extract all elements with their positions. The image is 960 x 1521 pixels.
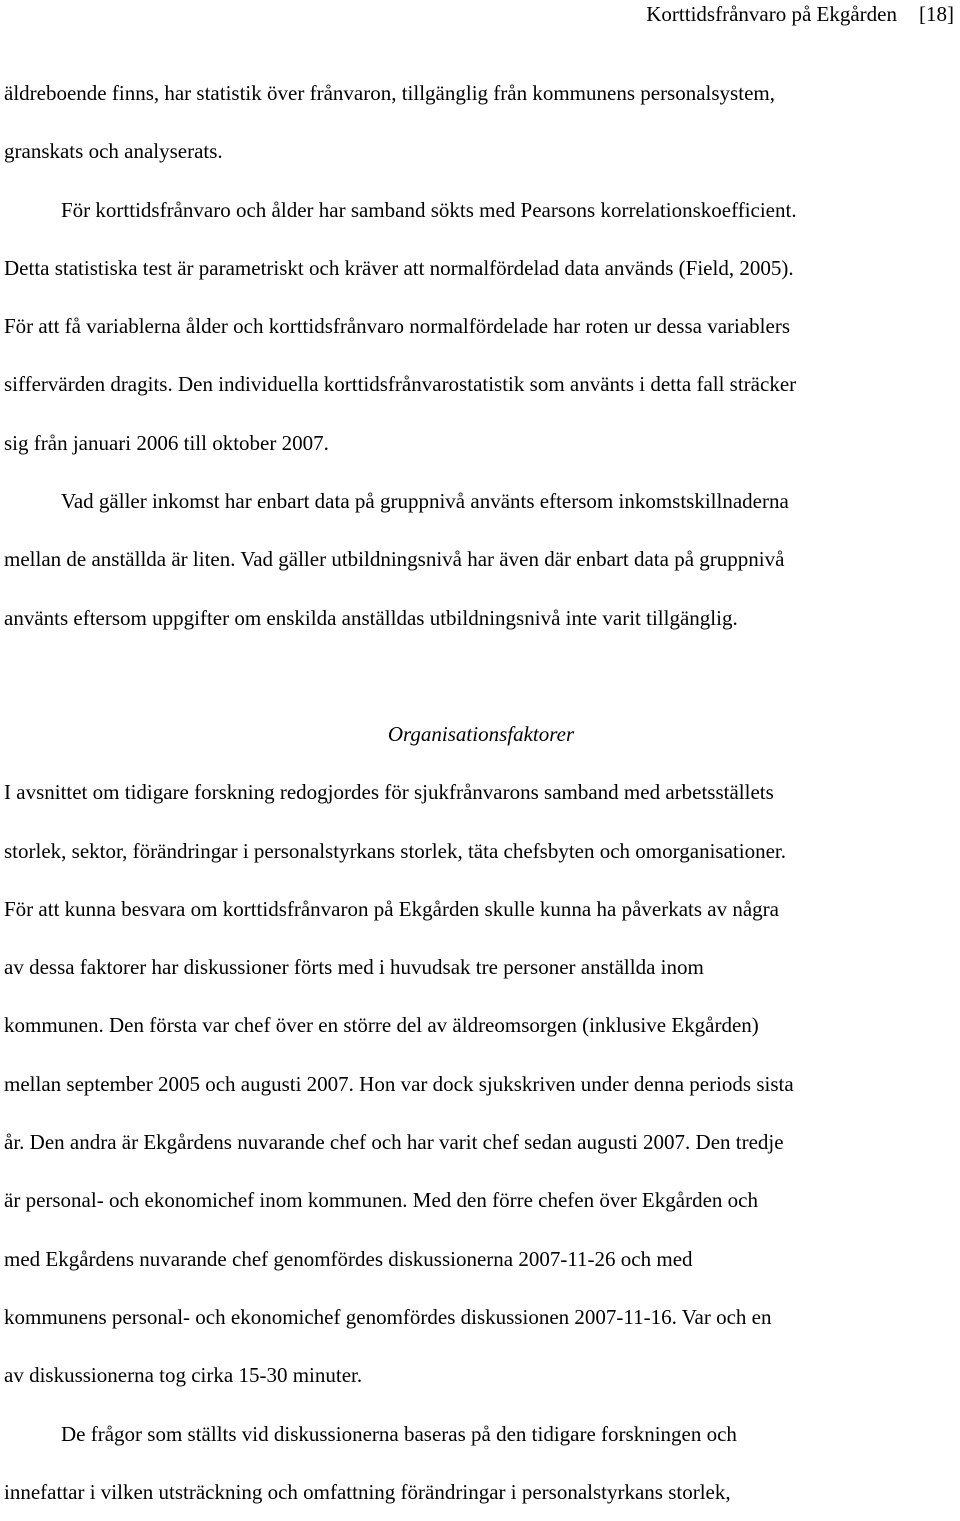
text-line: innefattar i vilken utsträckning och omfattning förändringar i personalstyrkans storlek, xyxy=(4,1479,731,1504)
text-line: mellan de anställda är liten. Vad gäller utbildningsnivå har även där enbart data på gruppnivå xyxy=(4,547,785,572)
text-line: mellan september 2005 och augusti 2007. Hon var dock sjukskriven under denna periods sista xyxy=(4,1071,794,1096)
text-line: kommunen. Den första var chef över en större del av äldreomsorgen (inklusive Ekgården) xyxy=(4,1013,759,1038)
running-header xyxy=(646,0,954,28)
text-line: granskats och analyserats. xyxy=(4,139,223,164)
text-line: av diskussionerna tog cirka 15-30 minuter. xyxy=(4,1363,363,1388)
document-body xyxy=(4,64,958,1521)
text-line: storlek, sektor, förändringar i personalstyrkans storlek, täta chefsbyten och omorganisationer. xyxy=(4,838,786,863)
text-line: av dessa faktorer har diskussioner förts med i huvudsak tre personer anställda inom xyxy=(4,955,704,980)
text-line: äldreboende finns, har statistik över frånvaron, tillgänglig från kommunens personalsystem, xyxy=(4,81,775,105)
text-line: använts eftersom uppgifter om enskilda anställdas utbildningsnivå inte varit tillgänglig. xyxy=(4,605,738,630)
text-line: De frågor som ställts vid diskussionerna baseras på den tidigare forskningen och xyxy=(61,1421,737,1446)
text-line: För att få variablerna ålder och korttidsfrånvaro normalfördelade har roten ur dessa variablers xyxy=(4,314,790,339)
text-line: För att kunna besvara om korttidsfrånvaron på Ekgården skulle kunna ha påverkats av några xyxy=(4,896,779,921)
text-line: I avsnittet om tidigare forskning redogjordes för sjukfrånvarons samband med arbetsställets xyxy=(4,780,774,805)
text-line: sig från januari 2006 till oktober 2007. xyxy=(4,430,329,455)
text-line: Vad gäller inkomst har enbart data på gruppnivå använts eftersom inkomstskillnaderna xyxy=(61,489,789,514)
text-line: är personal- och ekonomichef inom kommunen. Med den förre chefen över Ekgården och xyxy=(4,1188,758,1213)
section-heading: Organisationsfaktorer xyxy=(387,721,575,746)
text-line: För korttidsfrånvaro och ålder har samband sökts med Pearsons korrelationskoefficient. xyxy=(61,197,797,222)
page-number: [18] xyxy=(919,2,954,26)
text-line: siffervärden dragits. Den individuella korttidsfrånvarostatistik som använts i detta fall sträcker xyxy=(4,372,797,397)
document-title: Korttidsfrånvaro på Ekgården xyxy=(646,2,897,26)
text-line: kommunens personal- och ekonomichef genomfördes diskussionen 2007-11-16. Var och en xyxy=(4,1304,772,1329)
text-line: med Ekgårdens nuvarande chef genomfördes diskussionerna 2007-11-26 och med xyxy=(4,1246,693,1271)
text-line: Detta statistiska test är parametriskt och kräver att normalfördelad data används (Field, 2005). xyxy=(4,255,794,280)
text-line: år. Den andra är Ekgårdens nuvarande chef och har varit chef sedan augusti 2007. Den tredje xyxy=(4,1130,784,1155)
